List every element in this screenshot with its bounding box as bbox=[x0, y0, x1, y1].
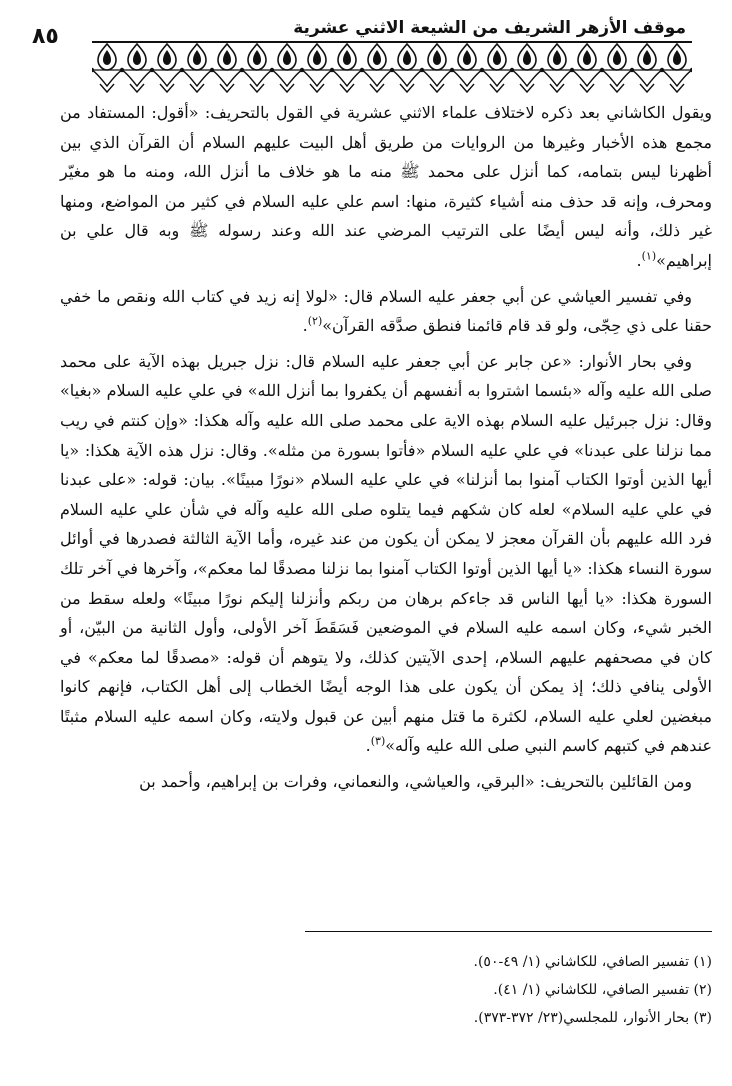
footnote-ref: (١) bbox=[641, 249, 657, 263]
footnote-ref: (٣) bbox=[370, 735, 386, 749]
paragraph-text: ويقول الكاشاني بعد ذكره لاختلاف علماء الاثني عشرية في القول بالتحريف: «أقول: المستفاد من مجمع هذه الأخبار وغيرها من الروايات من طريق أهل البيت عليهم السلام أن القرآن الذي بين أظهرنا ليس بتمامه، كما أنزل على محمد ﷺ منه ما هو خلاف ما أنزل الله، ومنه ما هو مغيّر ومحرف، وإنه قد حذف منه أشياء كثيرة، منها: اسم علي عليه السلام في كثير من المواضع، ومنها غير ذلك، وأنه ليس أيضًا على الترتيب المرضي عند الله وعند رسوله ﷺ وبه قال علي بن إبراهيم» bbox=[60, 103, 712, 270]
paragraph-text: ومن القائلين بالتحريف: «البرقي، والعياشي، والنعماني، وفرات بن إبراهيم، وأحمد بن bbox=[139, 772, 692, 792]
arabesque-border-icon bbox=[92, 40, 692, 96]
paragraph-4 bbox=[60, 767, 712, 797]
paragraph-3 bbox=[60, 347, 712, 761]
paragraph-tail: . bbox=[636, 250, 642, 270]
footnotes bbox=[272, 948, 712, 1032]
paragraph-1 bbox=[60, 98, 712, 276]
body-text bbox=[60, 98, 712, 803]
footnote-1: (١) تفسير الصافي، للكاشاني (١/ ٤٩-٥٠). bbox=[473, 954, 712, 970]
paragraph-tail: . bbox=[365, 736, 371, 756]
paragraph-text: وفي بحار الأنوار: «عن جابر عن أبي جعفر عليه السلام قال: نزل جبريل بهذه الآية على محمد صلى الله عليه وآله «بئسما اشتروا به أنفسهم أن يكفروا بما أنزل الله» في علي عليه السلام «بغيا» وقال: نزل جبرئيل عليه السلام بهذه الاية على محمد صلى الله عليه وآله هكذا: «وإن كنتم في ريب مما نزلنا على عبدنا» في علي عليه السلام «فأتوا بسورة من مثله». وقال: نزل هذه الآية هكذا: «يا أيها الذين أوتوا الكتاب آمنوا بما أنزلنا» في علي عليه السلام «نورًا مبينًا». بيان: قوله: «على عبدنا في علي عليه السلام» لعله كان شكهم فيما يتلوه صلى الله عليه وآله في شأن علي عليه السلام فرد الله عليهم بأن القرآن معجز لا يمكن أن يكون من عند غيره، وأما الآية الثالثة فصدرها في أوائل سورة النساء هكذا: «يا أيها الذين أوتوا الكتاب آمنوا بما نزلنا مصدقًا لما معكم»، وآخرها في آخر تلك السورة هكذا: «يا أيها الناس قد جاءكم برهان من ربكم وأنزلنا إليكم نورًا مبينًا» ولعله سقط من الخبر شيء، وكان اسمه عليه السلام في الموضعين فَسَقَطَ آخر الأولى، وأول الثانية من البيّن، أو كان في مصحفهم عليهم السلام، إحدى الآيتين كذلك، ولا يتوهم أن قوله: «مصدقًا لما معكم» في الأولى ينافي ذلك؛ إذ يمكن أن يكون على هذا الوجه أيضًا الخطاب إلى أهل الكتاب، فإنهم كانوا مبغضين لعلي عليه السلام، لكثرة ما قتل منهم أبين عن قبول ولايته، وكان اسمه عليه السلام مثبتًا عندهم في كتبهم كاسم النبي صلى الله عليه وآله» bbox=[60, 351, 713, 756]
paragraph-tail: . bbox=[302, 316, 308, 336]
running-title: موقف الأزهر الشريف من الشيعة الاثني عشرية bbox=[293, 18, 686, 38]
footnote-ref: (٢) bbox=[307, 314, 323, 328]
page-header bbox=[32, 10, 692, 96]
page-number: ٨٥ bbox=[32, 24, 59, 49]
footnote-separator bbox=[305, 931, 712, 932]
footnote-2: (٢) تفسير الصافي، للكاشاني (١/ ٤١). bbox=[493, 982, 712, 998]
paragraph-text: وفي تفسير العياشي عن أبي جعفر عليه السلام قال: «لولا إنه زيد في كتاب الله ونقص ما خفي حقنا على ذي حِجّى، ولو قد قام قائمنا فنطق صدَّقه القرآن» bbox=[60, 286, 712, 336]
footnote-3: (٣) بحار الأنوار، للمجلسي(٢٣/ ٣٧٢-٣٧٣). bbox=[473, 1010, 712, 1026]
paragraph-2 bbox=[60, 282, 712, 341]
